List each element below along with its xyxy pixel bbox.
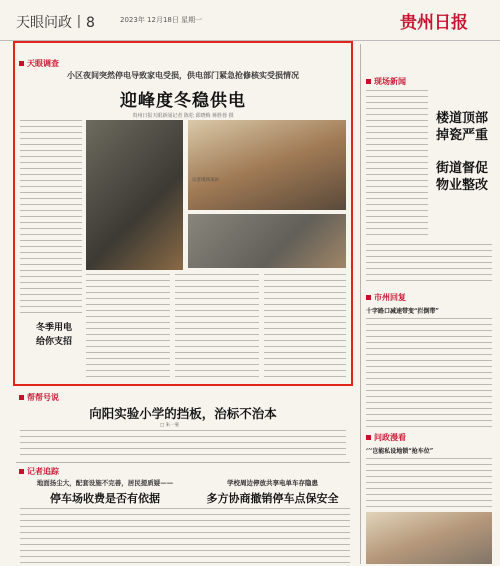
lead-byline: 贵州日报天眼新闻记者 陈松 邱晓梅 蒋胜蓉 摄 [132,113,234,119]
newspaper-logo: 贵州日报 [400,13,468,33]
talk-author: □ 朱一豪 [160,423,180,428]
sidebar-body-3 [366,458,492,508]
callout-line-2: 给你支招 [36,337,73,347]
lead-body-col-1b [20,234,82,314]
divider [16,462,350,463]
sidebar-title-line-1: 楼道顶部掉瓷严重 [436,111,489,143]
issue-date: 2023年 12月18日 星期一 [120,16,203,24]
sidebar-body-2 [366,318,492,428]
reporter-headline-right: 多方协商撤销停车点保安全 [206,492,339,505]
reporter-body [20,508,350,564]
callout-line-1: 冬季用电 [36,323,73,333]
lead-headline: 迎峰度冬稳供电 [120,91,246,111]
lead-body-col-4 [264,274,346,379]
photo-damaged-equipment [86,120,183,270]
section-label-city-reply: 市州回复 [366,292,406,303]
section-label-reporter: 记者追踪 [19,466,59,477]
section-label-scene-news: 现场新闻 [366,76,406,87]
sidebar-head-3: ‘’‘岂能私设地锁“抢车位” [366,448,434,455]
sidebar-title-line-2: 街道督促物业整改 [436,161,489,193]
sidebar-head-2: 十字路口减速带变“拦倒带” [366,308,439,315]
lead-body-col-2 [86,274,170,379]
lead-kicker: 小区夜间突然停电导致家电受损，供电部门紧急抢修核实受损情况 [67,70,299,80]
talk-headline: 向阳实验小学的挡板，治标不治本 [89,406,277,421]
lead-body-col-1 [20,120,82,230]
page-section-title: 天眼问政丨8 [16,15,95,31]
section-label-investigation: 天眼调查 [19,58,59,69]
reporter-sub-kicker: 学校周边停放共享电单车存隐患 [227,479,318,487]
sidebar-body-1 [366,90,428,240]
cartoon-image [366,512,492,564]
reporter-headline: 停车场收费是否有依据 [50,492,160,505]
sidebar-body-1b [366,244,492,284]
section-label-talk: 帮帮号说 [19,392,59,403]
talk-body [20,430,346,458]
reporter-kicker: 地面扬尘大，配套设施不完善，居民提质疑—— [36,479,174,487]
section-label-cartoon: 问政漫看 [366,432,406,443]
column-divider [360,44,361,564]
photo-meeting-room [188,120,346,210]
lead-body-col-3 [175,274,259,379]
photo-caption: 记者现场采访 [192,178,219,183]
photo-site-inspection [188,214,346,268]
